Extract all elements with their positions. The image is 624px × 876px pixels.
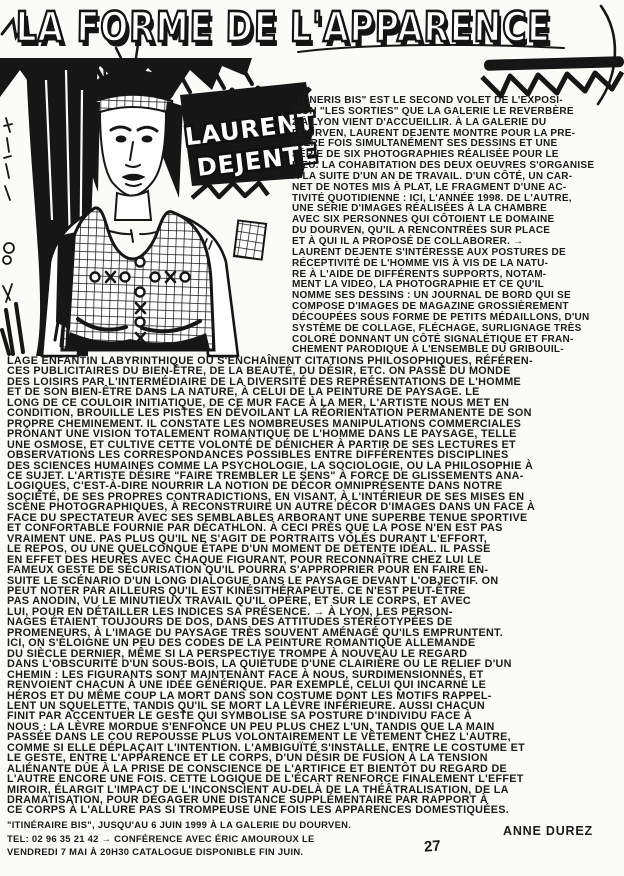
body-text-line: LONG DE CE COULOIR INITIATIQUE, DE CE MUR FACE À LA MER, L'ARTISTE NOUS MET EN [7,396,510,409]
body-text-line: CES PUBLICITAIRES DU BIEN-ÊTRE, DE LA BEAUTÉ, DU DÉSIR, ETC. ON PASSE DU MONDE [7,365,511,378]
intro-text-line: DOURVEN, LAURENT DEJENTE MONTRE POUR LA PRE- [292,127,576,139]
intro-text-line: "ITINERIS BIS" EST LE SECOND VOLET DE L'EXPOSI- [292,95,563,106]
intro-text-line: AVEC SIX PERSONNES QUI CÔTOIENT LE DOMAINE [292,214,555,226]
body-text-line: HÉROS ET DU MÊME COUP LA MORT DANS SON COSTUME DONT LES MOTIFS RAPPEL- [7,689,492,702]
intro-text-line: ET À QUI IL A PROPOSÉ DE COLLABORER. → [292,235,524,247]
author-signature: ANNE DUREZ [503,824,593,838]
intro-text-line: À LA SUITE D'UN AN DE TRAVAIL. D'UN CÔTÉ, UN CAR- [292,170,573,182]
intro-text-line: TIVITÉ QUOTIDIENNE : ICI, L'ANNÉE 1998. DE L'AUTRE, [292,192,572,204]
body-text-line: CHEMIN : LES FIGURANTS SONT MAINTENANT FACE À NOUS, SURDIMENSIONNÉS, ET [7,668,484,681]
tank-top [62,208,214,350]
page-number: 27 [423,837,442,856]
body-text-line: FINIT PAR ACCENTUER LE GESTE QUI SYMBOLISE SA POSTURE D'INDIVIDU FACE À [7,710,472,723]
body-text-line: L'AUTRE ENCORE UNE FOIS. CETTE LOGIQUE DE L'ÉCART RENFORCE FINALEMENT L'EFFET [7,773,524,786]
neck [115,191,151,220]
body-text-line: SCÈNE PHOTOGRAPHIQUES, À RECONSTRUIRE UN AUTRE DÉCOR D'IMAGES DANS UN FACE À [7,501,536,514]
body-text-line: SOCIÉTÉ, DE SES PROPRES CONTRADICTIONS, EN VISANT, À L'INTÉRIEUR DE SES MISES EN [7,490,525,503]
body-text-line: LUI, POUR EN DÉTAILLER LES INDICES SA PRÉSENCE. → À LYON, LES PERSON- [7,605,453,618]
intro-text-line: LIEU. LA COHABITATION DES DEUX OEUVRES S'ORGANISE [292,160,595,172]
intro-text-line: SYSTÈME DE COLLAGE, FLÉCHAGE, SURLIGNAGE TRÈS [292,322,582,334]
intro-text-line: SÉRIE DE SIX PHOTOGRAPHIES RÉALISÉE POUR LE [292,149,559,161]
intro-text-line: DÉCOUPÉES SOUS FORME DE PETITS MÉDAILLONS, D'UN [292,311,590,323]
body-text-line: EN EFFET DES HEURES AVEC CHAQUE FIGURANT, POUR RECONNAÎTRE CHEZ LUI LE [7,553,482,566]
body-text-line: RENVOIENT CHACUN À UNE IDÉE GÉNÉRIQUE. PAR EXEMPLE, CELUI QUI INCARNE LE [7,679,487,692]
body-text-line: LOGIQUES, C'EST-À-DIRE NOURRIR LA NOTION DE DÉCOR OMNIPRÉSENTE DANS NOTRE [7,480,503,493]
body-text-line: CE SUJET. L'ARTISTE DÉSIRE "FAIRE TREMBLER LE SENS" À FORCE DE GLISSEMENTS ANA- [7,469,524,482]
intro-text-line: MIÈRE FOIS SIMULTANÉMENT SES DESSINS ET UNE [292,138,558,150]
intro-text-line: NOMME SES DESSINS : UN JOURNAL DE BORD QUI SE [292,290,571,302]
body-text-line: MIROIR, ÉLARGIT L'IMPACT DE L'INCONSCIENT AU-DELÀ DE LA THÉÂTRALISATION, DE LA [7,783,509,796]
body-text-line: ALIÉNANTE DÛE À LA PRISE DE CONSCIENCE DE L'ARTIFICE ET BIENTÔT DU REGARD DE [7,762,508,775]
face [100,107,166,196]
body-text-line: UNE OSMOSE, ET CULTIVE CETTE VOLONTÉ DE DÉNICHER À PARTIR DE SES LECTURES ET [7,438,516,451]
body-text-line: CE CORPS À L'ALLURE PAS SI TROMPEUSE UNE FOIS LES APPARENCES DOMESTIQUÉES. [7,804,510,817]
intro-text-line: RÉCEPTIVITÉ DE L'HOMME VIS À VIS DE LA NATU- [292,257,549,269]
page-title: LA FORME DE L'APPARENCE [15,2,552,51]
margin-scribble [3,118,14,302]
body-text-line: PRÔNANT UNE VISION TOTALEMENT ROMANTIQUE DE L'HOMME DANS LE PAYSAGE, TELLE [7,428,517,441]
footer-text-line: VENDREDI 7 MAI À 20H30 CATALOGUE DISPONIBLE FIN JUIN. [7,846,304,858]
body-text-line: LE GESTE, ENTRE L'APPARENCE ET LE CORPS, D'UN DÉSIR DE FUSION À LA TENSION [7,752,488,765]
body-text-line: ICI, ON S'ÉLOIGNE UN PEU DES CODES DE LA PEINTURE ROMANTIQUE ALLEMANDE [7,637,476,650]
body-text-line: PROMENEURS, À L'IMAGE DU PAYSAGE TRÈS SOUVENT AMÉNAGÉ QU'ILS EMPRUNTENT. [7,626,504,639]
intro-text-line: LAURENT DEJENTE S'INTÉRESSE AUX POSTURES DE [292,246,566,258]
body-text-line: ET CONFORTABLE FOURNIE PAR DÉCATHLON. À CECI PRÈS QUE LA POSE N'EN EST PAS [7,522,503,535]
shrub-strokes [2,304,23,354]
body-text-line: DES SCIENCES HUMAINES COMME LA PSYCHOLOGIE, LA SOCIOLOGIE, OU LA PHILOSOPHIE À [7,459,534,472]
body-text-line: COMME SI ELLE DÉPLAÇAIT L'INTENTION. L'AMBIGUÏTÉ S'INSTALLE, ENTRE LE COSTUME ET [7,741,525,754]
artist-first-name: LAURENT [183,107,317,152]
exhibition-info [7,818,427,859]
grid-pouch [234,220,266,259]
body-text-line: NAGES ÉTAIENT TOUJOURS DE DOS, DANS DES ATTITUDES STÉRÉOTYPÉES DE [7,616,453,629]
body-text-line: LE REPOS, OU UNE QUELCONQUE ÉTAPE D'UN MOMENT DE DÉTENTE IDÉAL. IL PASSE [7,543,491,556]
intro-text-line: DU DOURVEN, QU'IL A RENCONTRÉES SUR PLACE [292,225,551,237]
body-text-line: NOUS : LA LÈVRE MORDUE S'ENFONCE UN PEU PLUS CHEZ L'UN, TANDIS QUE LA MAIN [7,720,495,733]
body-text-line: LENT UN SQUELETTE, TANDIS QU'IL SE MORT LA LÈVRE INFÉRIEURE. AUSSI CHACUN [7,699,485,712]
intro-text-line: RE À L'AIDE DE DIFFÉRENTS SUPPORTS, NOTAM- [292,268,547,280]
intro-text-line: 2 À LYON VIENT D'ACCUEILLIR. À LA GALERIE DU [292,116,547,128]
body-text-line: DRAMATISATION, POUR DÉGAGER UNE DISTANCE SUPPLÉMENTAIRE PAR RAPPORT À [7,794,488,807]
intro-column [292,96,622,356]
footer-text-line: "ITINÉRAIRE BIS", JUSQU'AU 6 JUIN 1999 À LA GALERIE DU DOURVEN. [7,819,352,830]
article-body [7,356,621,816]
artist-last-name: DEJENTE [195,139,320,182]
body-text-line: FAMEUX GESTE DE SÉCURISATION QU'IL POURRA S'APPROPRIER POUR EN FAIRE EN- [7,564,489,577]
intro-text-line: CHEMENT PARODIQUE À L'ENSEMBLE DU GRIBOUIL- [292,344,564,356]
footer-text-line: TEL: 02 96 35 21 42 → CONFÉRENCE AVEC ÉRIC AMOUROUX LE [7,832,315,844]
body-text-line: FACE DU SPECTATEUR AVEC SES SEMBLABLES ARBORANT UNE SUPERBE TENUE SPORTIVE [7,511,528,524]
body-text-line: PEUT NOTER PAR AILLEURS QU'IL EST KINÉSITHÉRAPEUTE. CE N'EST PEUT-ÊTRE [7,584,466,597]
intro-text-line: COLORÉ DONNANT UN CÔTÉ SIGNALÉTIQUE ET FRAN- [292,333,574,345]
body-text-line: PASSÉE DANS LE COU REPOUSSE PLUS VOLONTAIREMENT LE VÊTEMENT CHEZ L'AUTRE, [7,731,511,744]
intro-text-line: COMPOSE D'IMAGES DE MAGAZINE GROSSIÈREMENT [292,301,569,313]
body-text-line: SUITE LE SCÉNARIO D'UN LONG DIALOGUE DANS LE PAYSAGE DEVANT L'OBJECTIF. ON [7,574,499,587]
body-text-line: OBSERVATIONS LES CORRESPONDANCES POSSIBLES ENTRE DIFFÉRENTES DISCIPLINES [7,449,509,462]
body-text-line: LAGE ENFANTIN LABYRINTHIQUE OÙ S'ENCHAÎNENT CITATIONS PHILOSOPHIQUES, RÉFÉREN- [7,355,533,367]
branch-bar [484,56,624,71]
intro-text-line: NET DE NOTES MIS À PLAT, LE FRAGMENT D'UNE AC- [292,181,567,193]
body-text-line: ET DE SON BIEN-ÊTRE DANS LA NATURE, À CELUI DE LA PEINTURE DE PAYSAGE. LE [7,386,480,399]
intro-text-line: UNE SÉRIE D'IMAGES RÉALISÉES À LA CHAMBRE [292,203,548,215]
zigzag-right [482,72,622,96]
body-text-line: DES LOISIRS PAR L'INTERMÉDIAIRE DE LA DIVERSITÉ DES REPRÉSENTATIONS DE L'HOMME [7,375,522,388]
intro-text-line: MENT LA VIDEO, LA PHOTOGRAPHIE ET CE QU'IL [292,279,544,291]
body-text-line: PAS ANODIN, VU LE MINUTIEUX TRAVAIL QU'IL OPÈRE, ET SUR LE CORPS, ET AVEC [7,595,471,608]
body-text-line: CONDITION, BROUILLE LES PISTES EN DÉVOILANT LA RÉORIENTATION PERMANENTE DE SON [7,407,532,420]
body-text-line: DANS L'OBSCURITÉ D'UN SOUS-BOIS, LA QUIÉTUDE D'UNE CLAIRIÈRE OU LE RELIEF D'UN [7,658,512,671]
body-text-line: DU SIÈCLE DERNIER, MÊME SI LA PERSPECTIVE TROMPE À NOUVEAU LE REGARD [7,647,468,660]
intro-text-line: TION "LES SORTIES" QUE LA GALERIE LE REVERBÈRE [292,105,574,117]
body-text-line: PROPRE CHEMINEMENT. IL CONSTATE LES NOMBREUSES MANIPULATIONS COMMERCIALES [7,417,522,430]
body-text-line: VRAIMENT UNE. PAS PLUS QU'IL NE S'AGIT DE PORTRAITS VOLÉS DURANT L'EFFORT, [7,532,487,545]
